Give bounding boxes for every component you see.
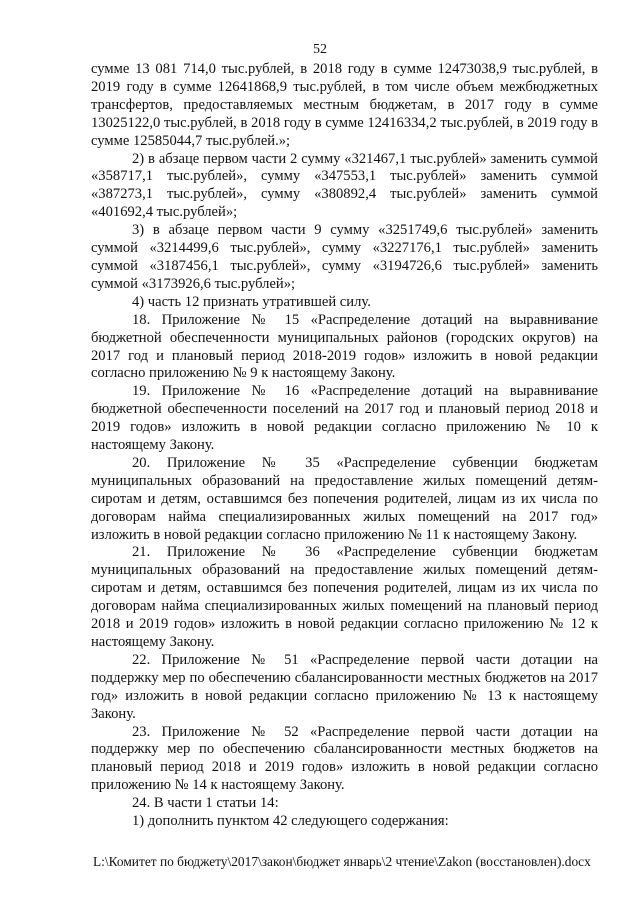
paragraph-22: 22. Приложение № 51 «Распределение первой части дотации на поддержку мер по обеспечению сбалансированности местных бюджетов на 2017 год» изложить в новой редакции согласно приложению № 13 к настоящему Закону.	[91, 651, 598, 722]
paragraph-sum-continuation: сумме 13 081 714,0 тыс.рублей, в 2018 году в сумме 12473038,9 тыс.рублей, в 2019 году в сумме 12641868,9 тыс.рублей, в том числе объем межбюджетных трансфертов, предоставляемых местным бюджетам, в 2017 году в сумме 13025122,0 тыс.рублей, в 2018 году в сумме 12416334,2 тыс.рублей, в 2019 году в сумме 12585044,7 тыс.рублей.»;	[91, 61, 598, 149]
paragraph-24-item-1: 1) дополнить пунктом 42 следующего содержания:	[132, 813, 449, 830]
document-body	[91, 61, 598, 831]
paragraph-24: 24. В части 1 статьи 14:	[132, 795, 279, 812]
paragraph-18: 18. Приложение № 15 «Распределение дотаций на выравнивание бюджетной обеспеченности муниципальных районов (городских округов) на 2017 год и плановый период 2018-2019 годов» изложить в новой редакции согласно приложению № 9 к настоящему Закону.	[91, 311, 598, 382]
paragraph-item-3: 3) в абзаце первом части 9 сумму «3251749,6 тыс.рублей» заменить суммой «3214499,6 тыс.рублей», сумму «3227176,1 тыс.рублей» заменить суммой «3187456,1 тыс.рублей», сумму «3194726,6 тыс.рублей» заменить суммой «3173926,6 тыс.рублей»;	[91, 222, 598, 292]
paragraph-23: 23. Приложение № 52 «Распределение первой части дотации на поддержку мер по обеспечению сбалансированности местных бюджетов на плановый период 2018 и 2019 годов» изложить в новой редакции согласно приложению № 14 к настоящему Закону.	[91, 723, 598, 794]
paragraph-19: 19. Приложение № 16 «Распределение дотаций на выравнивание бюджетной обеспеченности поселений на 2017 год и плановый период 2018 и 2019 годов» изложить в новой редакции согласно приложению № 10 к настоящему Закону.	[91, 383, 598, 454]
paragraph-item-2: 2) в абзаце первом части 2 сумму «321467,1 тыс.рублей» заменить суммой «358717,1 тыс.рублей», сумму «347553,1 тыс.рублей» заменить суммой «387273,1 тыс.рублей», сумму «380892,4 тыс.рублей» заменить суммой «401692,4 тыс.рублей»;	[91, 150, 598, 221]
page-number: 52	[313, 42, 327, 57]
paragraph-21: 21. Приложение № 36 «Распределение субвенции бюджетам муниципальных образований на предоставление жилых помещений детям-сиротам и детям, оставшимся без попечения родителей, лицам из их числа по договорам найма специализированных жилых помещений на плановый период 2018 и 2019 годов» изложить в новой редакции согласно приложению № 12 к настоящему Закону.	[91, 544, 598, 650]
paragraph-20: 20. Приложение № 35 «Распределение субвенции бюджетам муниципальных образований на предоставление жилых помещений детям-сиротам и детям, оставшимся без попечения родителей, лицам из их числа по договорам найма специализированных жилых помещений на 2017 год» изложить в новой редакции согласно приложению № 11 к настоящему Закону.	[91, 454, 598, 543]
paragraph-item-4: 4) часть 12 признать утратившей силу.	[132, 293, 371, 310]
footer-file-path: L:\Комитет по бюджету\2017\закон\бюджет январь\2 чтение\Zakon (восстановлен).docx	[93, 854, 591, 869]
